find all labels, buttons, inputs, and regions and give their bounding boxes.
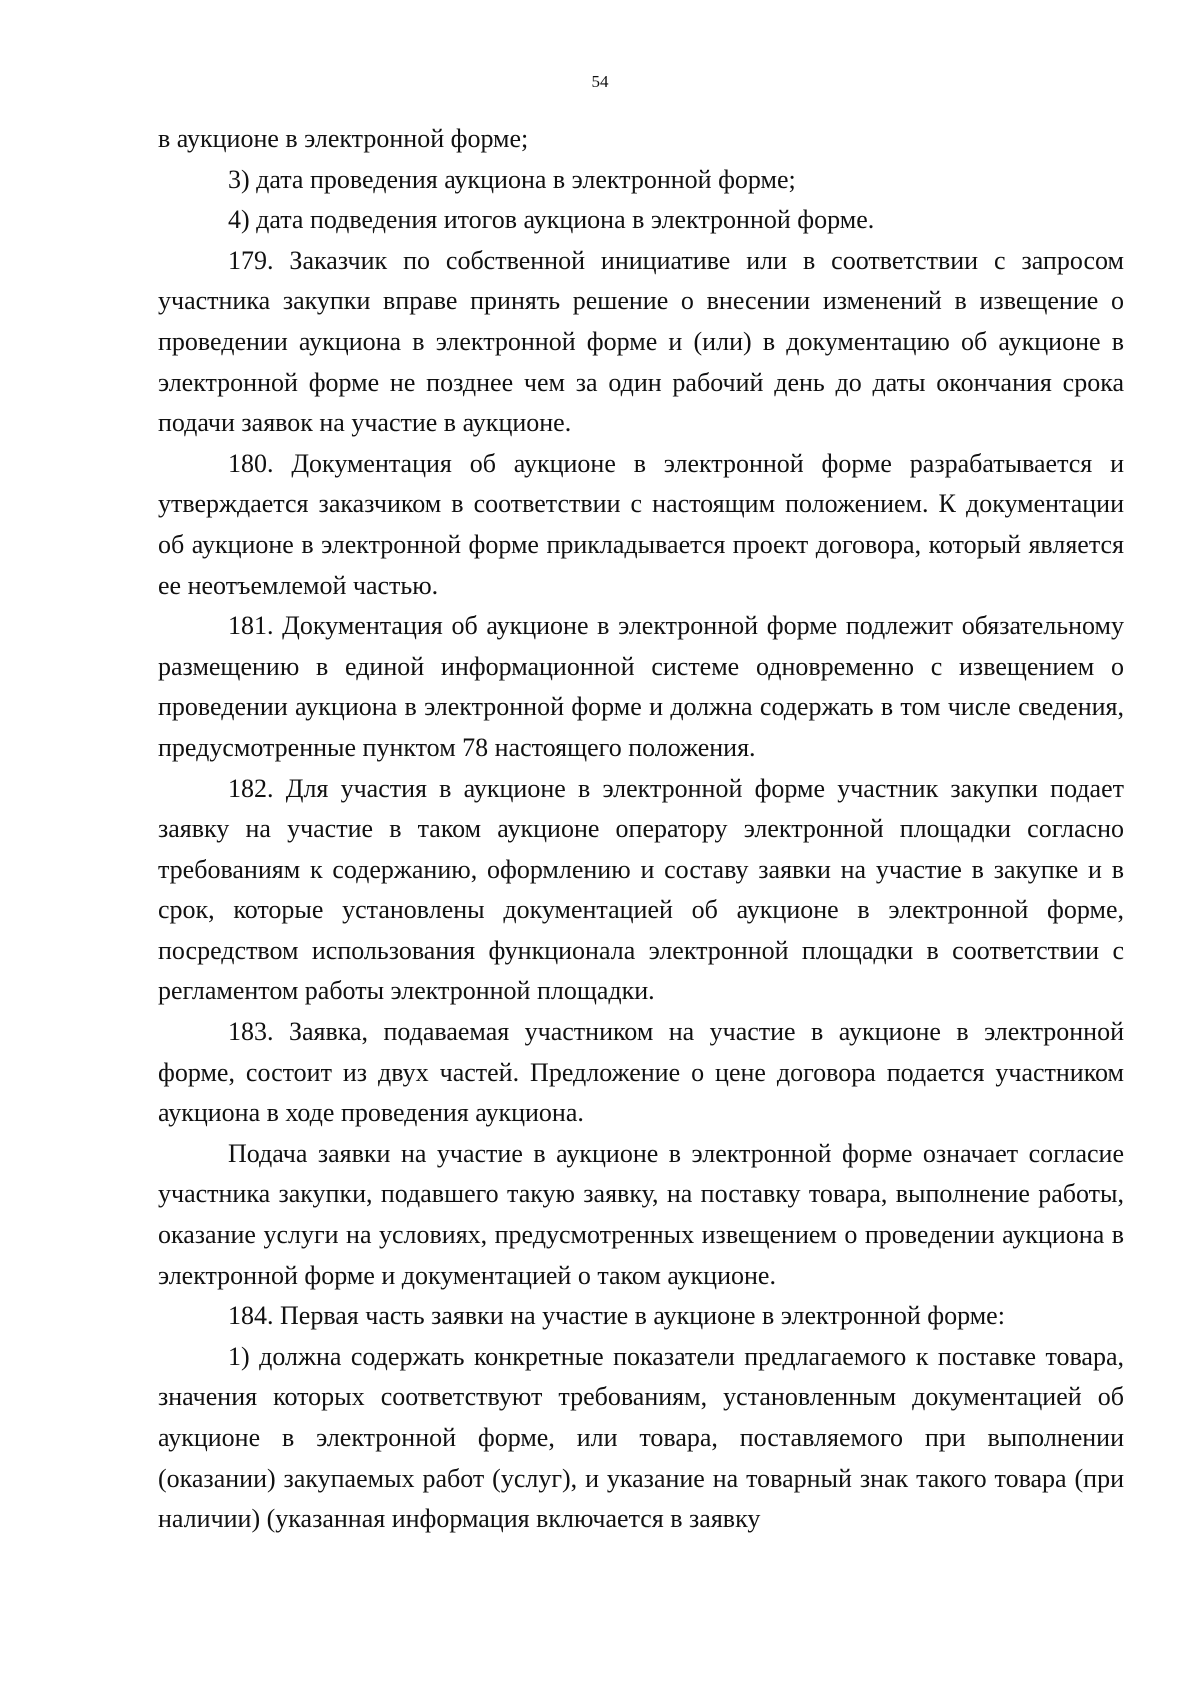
list-item-1: 1) должна содержать конкретные показатели предлагаемого к поставке товара, значения которых соответствуют требованиям, установленным документацией об аукционе в электронной форме, или товара, поставляемого при выполнении (оказании) закупаемых работ (услуг), и указание на товарный знак такого товара (при наличии) (указанная информация включается в заявку (158, 1341, 1124, 1534)
paragraph-179: 179. Заказчик по собственной инициативе или в соответствии с запросом участника закупки вправе принять решение о внесении изменений в извещение о проведении аукциона в электронной форме и (или) в документацию об аукционе в электронной форме не позднее чем за один рабочий день до даты окончания срока подачи заявок на участие в аукционе. (158, 245, 1124, 438)
page-number: 54 (591, 72, 609, 91)
document-body (158, 119, 1124, 1540)
list-item-4: 4) дата подведения итогов аукциона в электронной форме. (228, 205, 875, 235)
paragraph-181: 181. Документация об аукционе в электронной форме подлежит обязательному размещению в единой информационной системе одновременно с извещением о проведении аукциона в электронной форме и должна содержать в том числе сведения, предусмотренные пунктом 78 настоящего положения. (158, 611, 1124, 762)
paragraph-184: 184. Первая часть заявки на участие в аукционе в электронной форме: (228, 1301, 1005, 1331)
paragraph-180: 180. Документация об аукционе в электронной форме разрабатывается и утверждается заказчиком в соответствии с настоящим положением. К документации об аукционе в электронной форме прикладывается проект договора, который является ее неотъемлемой частью. (158, 448, 1124, 600)
paragraph-183: 183. Заявка, подаваемая участником на участие в аукционе в электронной форме, состоит из двух частей. Предложение о цене договора подается участником аукциона в ходе проведения аукциона. (158, 1017, 1124, 1128)
list-item-3: 3) дата проведения аукциона в электронной форме; (228, 164, 796, 194)
paragraph-182: 182. Для участия в аукционе в электронной форме участник закупки подает заявку на участие в таком аукционе оператору электронной площадки согласно требованиям к содержанию, оформлению и составу заявки на участие в закупке и в срок, которые установлены документацией об аукционе в электронной форме, посредством использования функционала электронной площадки в соответствии с регламентом работы электронной площадки. (158, 773, 1124, 1006)
paragraph-183-continued: Подача заявки на участие в аукционе в электронной форме означает согласие участника закупки, подавшего такую заявку, на поставку товара, выполнение работы, оказание услуги на условиях, предусмотренных извещением о проведении аукциона в электронной форме и документацией о таком аукционе. (158, 1138, 1124, 1290)
paragraph-continuation: в аукционе в электронной форме; (158, 124, 529, 153)
